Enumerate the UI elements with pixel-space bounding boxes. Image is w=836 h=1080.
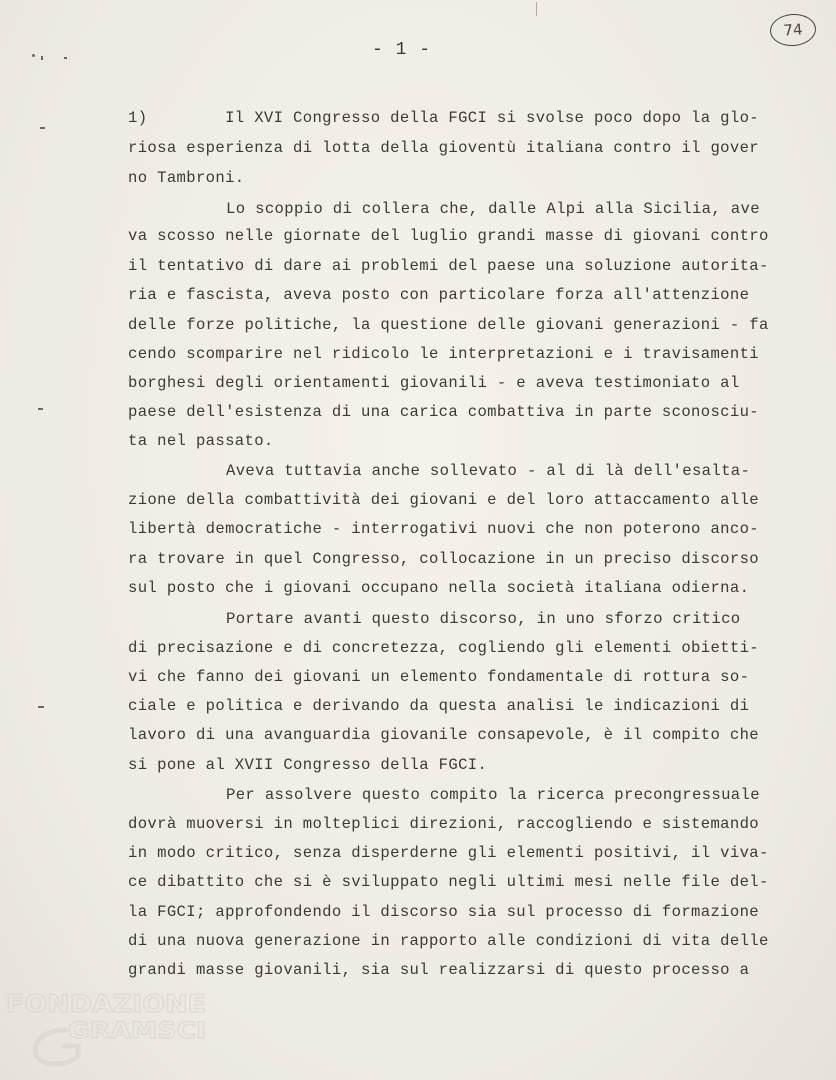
text-line: delle forze politiche, la questione delle giovani generazioni - fa — [128, 316, 769, 334]
text-line: ciale e politica e derivando da questa analisi le indicazioni di — [128, 697, 750, 715]
fondazione-gramsci-watermark — [4, 990, 214, 1070]
margin-speck — [38, 408, 43, 410]
text-line: zione della combattività dei giovani e del loro attaccamento alle — [128, 491, 760, 509]
text-line: Portare avanti questo discorso, in uno sforzo critico — [226, 610, 741, 628]
text-line: di precisazione e di concretezza, cogliendo gli elementi obietti- — [128, 639, 760, 657]
margin-speck — [536, 2, 537, 16]
margin-speck — [32, 54, 35, 57]
text-line: ra trovare in quel Congresso, collocazione in un preciso discorso — [128, 550, 760, 568]
text-line: lavoro di una avanguardia giovanile consapevole, è il compito che — [128, 726, 760, 744]
margin-speck — [41, 56, 43, 60]
archive-number-stamp: 74 — [769, 12, 817, 47]
text-line: dovrà muoversi in molteplici direzioni, raccogliendo e sistemando — [128, 815, 760, 833]
text-line: grandi masse giovanili, sia sul realizzarsi di questo processo a — [128, 961, 750, 979]
text-line: sul posto che i giovani occupano nella società italiana odierna. — [128, 579, 750, 597]
margin-speck — [64, 57, 67, 59]
text-line: va scosso nelle giornate del luglio grandi masse di giovani contro — [128, 227, 769, 245]
text-line: Per assolvere questo compito la ricerca precongressuale — [226, 786, 760, 804]
text-line: libertà democratiche - interrogativi nuovi che non poterono anco- — [128, 520, 760, 538]
text-line: vi che fanno dei giovani un elemento fondamentale di rottura so- — [128, 668, 750, 686]
text-line: di una nuova generazione in rapporto alle condizioni di vita delle — [128, 932, 769, 950]
text-line: ce dibattito che si è sviluppato negli ultimi mesi nelle file del- — [128, 873, 769, 891]
text-line: si pone al XVII Congresso della FGCI. — [128, 756, 488, 774]
text-line: no Tambroni. — [128, 169, 245, 187]
watermark-line-1: FONDAZIONE — [6, 990, 206, 1018]
watermark-line-2: GRAMSCI — [68, 1019, 206, 1044]
text-line: riosa esperienza di lotta della gioventù italiana contro il gover — [128, 139, 760, 157]
text-line: borghesi degli orientamenti giovanili - e aveva testimoniato al — [128, 374, 740, 392]
text-line: Lo scoppio di collera che, dalle Alpi alla Sicilia, ave — [226, 200, 760, 218]
text-line: Aveva tuttavia anche sollevato - al di là dell'esalta- — [226, 462, 751, 480]
text-line: la FGCI; approfondendo il discorso sia sul processo di formazione — [128, 903, 760, 921]
text-line: in modo critico, senza disperderne gli elementi positivi, il viva- — [128, 844, 769, 862]
text-line: il tentativo di dare ai problemi del paese una soluzione autorita- — [128, 257, 769, 275]
text-line: ta nel passato. — [128, 432, 274, 450]
margin-speck — [40, 127, 45, 129]
text-line: cendo scomparire nel ridicolo le interpretazioni e i travisamenti — [128, 345, 760, 363]
text-line: 1) Il XVI Congresso della FGCI si svolse poco dopo la glo- — [128, 109, 760, 127]
page-number: - 1 - — [372, 40, 432, 60]
text-line: paese dell'esistenza di una carica combattiva in parte sconosciu- — [128, 403, 760, 421]
text-line: ria e fascista, aveva posto con particolare forza all'attenzione — [128, 286, 750, 304]
margin-speck — [38, 706, 44, 708]
